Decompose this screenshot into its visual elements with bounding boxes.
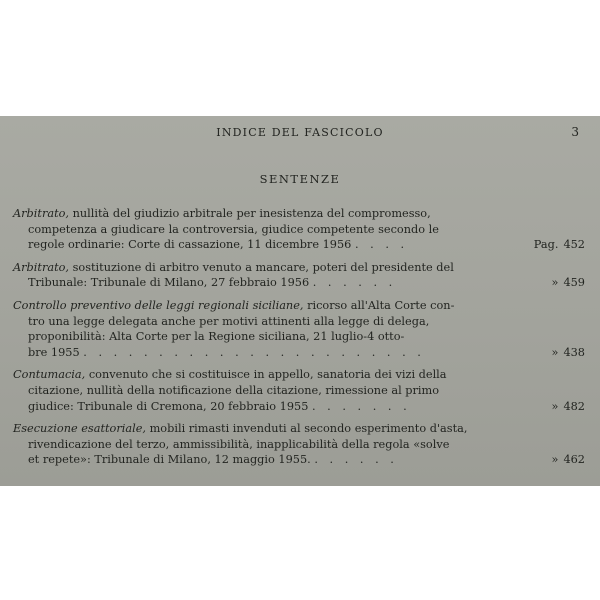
page-value: 462 xyxy=(563,453,585,467)
entry-line xyxy=(13,367,585,383)
page-label: » xyxy=(551,345,559,359)
page-value: 459 xyxy=(563,276,585,290)
entry-text: Tribunale: Tribunale di Milano, 27 febbraio 1956 xyxy=(28,276,310,290)
entry-text: tro una legge delegata anche per motivi attinenti alla legge di delega, xyxy=(28,314,430,328)
entry-line xyxy=(13,237,585,253)
page-reference xyxy=(552,345,585,361)
entry-subject: Arbitrato, xyxy=(13,260,70,274)
page-number: 3 xyxy=(571,125,579,139)
page-header xyxy=(0,126,600,144)
page-title: INDICE DEL FASCICOLO xyxy=(216,126,384,139)
entry-line xyxy=(13,421,585,437)
entry-line xyxy=(13,206,585,222)
index-entry xyxy=(13,206,585,253)
entry-line xyxy=(13,222,585,238)
entry-subject: Arbitrato, xyxy=(13,207,70,220)
entry-text: convenuto che si costituisce in appello, sanatoria dei vizi della xyxy=(88,368,447,382)
entry-text: mobili rimasti invenduti al secondo esperimento d'asta, xyxy=(149,422,468,436)
entry-line xyxy=(13,275,585,291)
entry-subject: Contumacia, xyxy=(13,368,86,382)
index-entry xyxy=(13,298,585,360)
page-label: Pag. xyxy=(533,238,559,252)
entry-text: et repete»: Tribunale di Milano, 12 maggio 1955. xyxy=(28,453,311,467)
page-value: 452 xyxy=(563,238,585,252)
entry-line xyxy=(13,452,585,468)
page-value: 438 xyxy=(563,345,585,359)
entry-line xyxy=(13,399,585,415)
book-page xyxy=(0,116,600,486)
page-label: » xyxy=(551,276,559,290)
entry-line xyxy=(13,383,585,399)
entry-text: giudice: Tribunale di Cremona, 20 febbraio 1955 xyxy=(28,399,309,413)
section-title: SENTENZE xyxy=(259,172,341,186)
entry-text: rivendicazione del terzo, ammissibilità, inapplicabilità della regola «solve xyxy=(28,437,450,451)
entry-text: nullità del giudizio arbitrale per inesistenza del compromesso, xyxy=(72,207,431,220)
index-entry xyxy=(13,367,585,414)
page-value: 482 xyxy=(563,399,585,413)
entry-line xyxy=(13,437,585,453)
entry-line xyxy=(13,260,585,276)
page-reference xyxy=(552,452,585,468)
leader-dots: . . . . . . . . . . . . . . . . . . . . . . . xyxy=(83,345,425,359)
entry-text: proponibilità: Alta Corte per la Regione siciliana, 21 luglio-4 otto- xyxy=(28,330,405,344)
leader-dots: . . . . xyxy=(354,238,409,252)
page-reference xyxy=(534,237,585,253)
page-label: » xyxy=(551,453,559,467)
entry-text: bre 1955 xyxy=(28,345,80,359)
index-entries xyxy=(13,206,585,475)
page-reference xyxy=(552,275,585,291)
entry-line xyxy=(13,329,585,345)
entry-text: ricorso all'Alta Corte con- xyxy=(307,298,455,312)
index-entry xyxy=(13,260,585,291)
leader-dots: . . . . . . . xyxy=(311,399,411,413)
entry-line xyxy=(13,298,585,314)
entry-text: regole ordinarie: Corte di cassazione, 11 dicembre 1956 xyxy=(28,238,352,252)
entry-subject: Controllo preventivo delle leggi regionali siciliane, xyxy=(13,298,304,312)
entry-line xyxy=(13,314,585,330)
leader-dots: . . . . . . xyxy=(312,276,397,290)
page-label: » xyxy=(551,399,559,413)
leader-dots: . . . . . . xyxy=(314,453,398,467)
entry-text: citazione, nullità della notificazione della citazione, rimessione al primo xyxy=(28,383,440,397)
entry-subject: Esecuzione esattoriale, xyxy=(13,422,146,436)
index-entry xyxy=(13,421,585,468)
entry-text: competenza a giudicare la controversia, giudice competente secondo le xyxy=(28,222,439,236)
entry-line xyxy=(13,345,585,361)
entry-text: sostituzione di arbitro venuto a mancare, poteri del presidente del xyxy=(72,260,454,274)
page-reference xyxy=(552,399,585,415)
